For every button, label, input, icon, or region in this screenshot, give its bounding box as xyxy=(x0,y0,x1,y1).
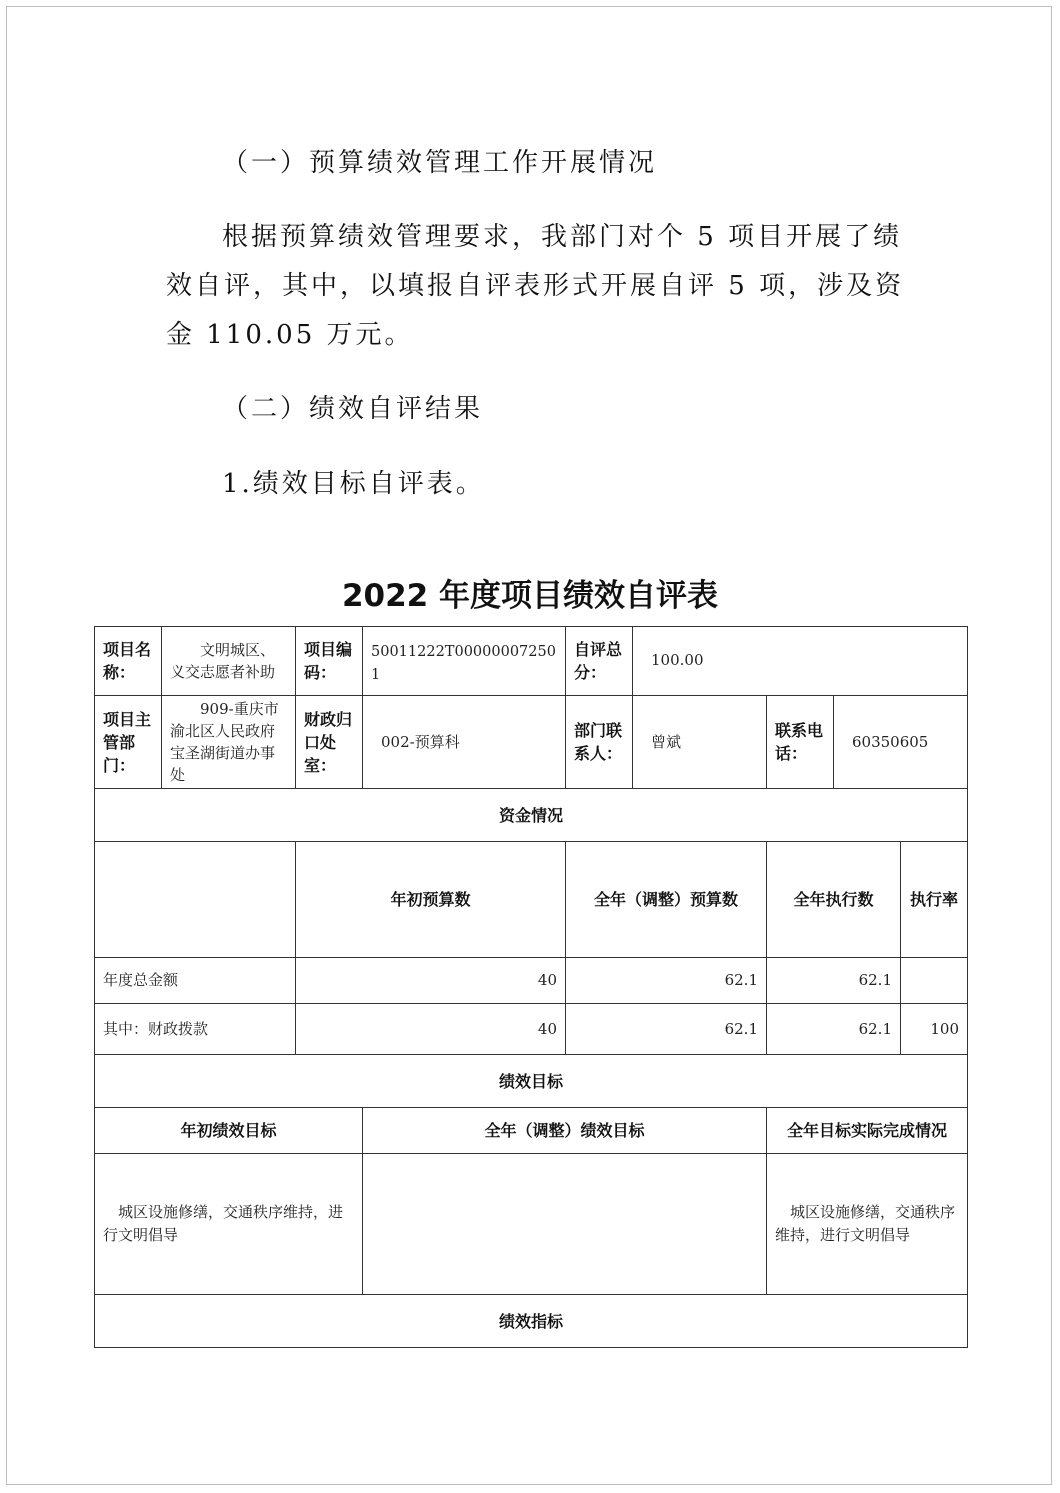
row-funds-title xyxy=(95,789,968,842)
row-fiscal-appropriation xyxy=(95,1004,968,1055)
total-amount-label: 年度总金额 xyxy=(95,958,296,1004)
row-department-info xyxy=(95,696,968,789)
goals-section-title: 绩效目标 xyxy=(95,1055,968,1108)
fiscal-initial-budget: 40 xyxy=(296,1004,566,1055)
performance-evaluation-table xyxy=(94,626,968,1348)
total-execution-rate xyxy=(901,958,968,1004)
fiscal-adjusted-budget: 62.1 xyxy=(566,1004,767,1055)
total-initial-budget: 40 xyxy=(296,958,566,1004)
project-code-value: 50011222T000000072501 xyxy=(363,627,566,696)
row-goals-title xyxy=(95,1055,968,1108)
contact-phone-value: 60350605 xyxy=(834,696,968,789)
contact-phone-label: 联系电话： xyxy=(767,696,834,789)
fiscal-execution-rate: 100 xyxy=(901,1004,968,1055)
finance-office-label: 财政归口处室： xyxy=(296,696,363,789)
header-initial-goal: 年初绩效目标 xyxy=(95,1108,363,1154)
total-score-label: 自评总分： xyxy=(566,627,633,696)
dept-value: 909-重庆市渝北区人民政府宝圣湖街道办事处 xyxy=(162,696,296,789)
adjusted-goal-text xyxy=(363,1154,767,1295)
project-code-label: 项目编码： xyxy=(296,627,363,696)
row-goals-headers xyxy=(95,1108,968,1154)
total-executed: 62.1 xyxy=(767,958,901,1004)
header-initial-budget: 年初预算数 xyxy=(296,842,566,958)
contact-person-label: 部门联系人： xyxy=(566,696,633,789)
actual-completion-text: 城区设施修缮，交通秩序维持，进行文明倡导 xyxy=(767,1154,968,1295)
row-project-info xyxy=(95,627,968,696)
finance-office-value: 002-预算科 xyxy=(363,696,566,789)
contact-person-value: 曾斌 xyxy=(633,696,767,789)
fiscal-appropriation-label: 其中：财政拨款 xyxy=(95,1004,296,1055)
row-funds-headers xyxy=(95,842,968,958)
heading-budget-management: （一）预算绩效管理工作开展情况 xyxy=(222,148,658,178)
row-goals-content xyxy=(95,1154,968,1295)
paragraph-line-1: 根据预算绩效管理要求，我部门对个 5 项目开展了绩 xyxy=(222,222,903,252)
row-indicators-title xyxy=(95,1295,968,1348)
project-name-value: 文明城区、义交志愿者补助 xyxy=(162,627,296,696)
paragraph-line-3: 金 110.05 万元。 xyxy=(166,320,414,350)
header-adjusted-budget: 全年（调整）预算数 xyxy=(566,842,767,958)
header-adjusted-goal: 全年（调整）绩效目标 xyxy=(363,1108,767,1154)
fiscal-executed: 62.1 xyxy=(767,1004,901,1055)
indicators-section-title: 绩效指标 xyxy=(95,1295,968,1348)
form-title: 2022 年度项目绩效自评表 xyxy=(341,578,719,614)
total-adjusted-budget: 62.1 xyxy=(566,958,767,1004)
project-name-label: 项目名称： xyxy=(95,627,162,696)
heading-self-evaluation-results: （二）绩效自评结果 xyxy=(222,394,484,424)
header-actual-completion: 全年目标实际完成情况 xyxy=(767,1108,968,1154)
header-annual-execution: 全年执行数 xyxy=(767,842,901,958)
paragraph-line-2: 效自评，其中，以填报自评表形式开展自评 5 项，涉及资 xyxy=(166,271,905,301)
header-execution-rate: 执行率 xyxy=(901,842,968,958)
total-score-value: 100.00 xyxy=(633,627,968,696)
initial-goal-text: 城区设施修缮，交通秩序维持，进行文明倡导 xyxy=(95,1154,363,1295)
funds-header-empty xyxy=(95,842,296,958)
item-goal-table: 1.绩效目标自评表。 xyxy=(222,469,485,499)
dept-label: 项目主管部门： xyxy=(95,696,162,789)
funds-section-title: 资金情况 xyxy=(95,789,968,842)
row-total-amount xyxy=(95,958,968,1004)
